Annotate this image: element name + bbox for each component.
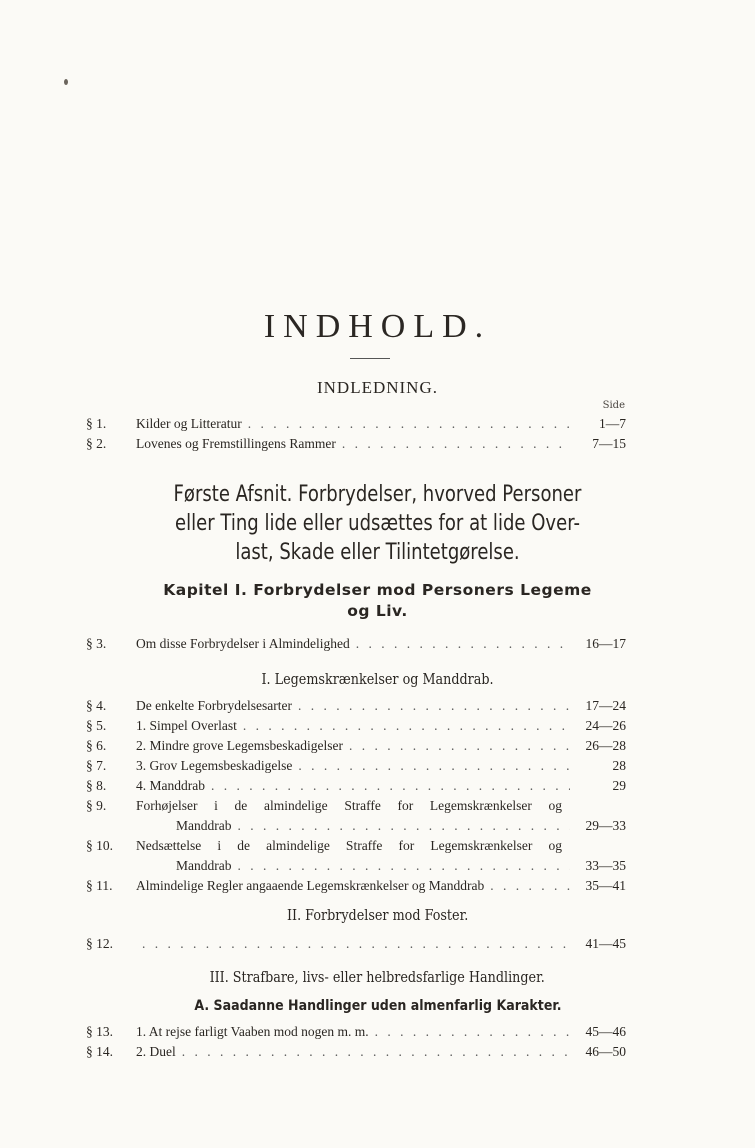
entry-title: 1. Simpel Overlast [136,718,237,733]
toc-entry [86,776,626,796]
ink-speck [64,79,68,85]
entry-title: 2. Duel [136,1044,176,1059]
section-number: § 1. [86,416,107,431]
page-range: 28 [612,758,626,773]
toc-entry [86,736,626,756]
page-range: 41—45 [585,936,626,951]
dot-leader [298,696,570,716]
toc-entry [86,756,626,776]
toc-entry [86,434,626,454]
section-number: § 5. [86,718,107,733]
toc-entry [86,696,626,716]
side-column-label: Side [602,400,625,411]
subsection-heading [0,670,755,688]
dot-leader [237,816,570,836]
entry-title: De enkelte Forbrydelsesarter [136,698,292,713]
entry-title: Om disse Forbrydelser i Almindelighed [136,636,350,651]
subsection-heading-text: I. Legemskrænkelser og Manddrab. [261,670,494,688]
subsection-heading-text: II. Forbrydelser mod Foster. [286,906,469,924]
section-number: § 4. [86,698,107,713]
subsection-subheading [0,998,755,1014]
part-title-line: last, Skade eller Tilintetgørelse. [235,540,520,565]
entry-title: Kilder og Litteratur [136,416,242,431]
subsection-subheading-text: A. Saadanne Handlinger uden almenfarlig Karakter. [193,998,562,1014]
entry-title: Manddrab [176,818,232,833]
entry-title-line: Nedsættelse i de almindelige Straffe for Legemskrænkelser og [136,838,562,853]
page-range: 26—28 [585,738,626,753]
toc-entry [86,934,626,954]
intro-heading: INDLEDNING. [316,378,438,397]
subsection-heading-text: III. Strafbare, livs- eller helbredsfarlige Handlinger. [209,968,546,986]
section-number: § 6. [86,738,107,753]
toc-entry [86,634,626,654]
toc-entry [86,1042,626,1062]
page-range: 1—7 [599,416,626,431]
section-number: § 8. [86,778,107,793]
subsection-heading [0,906,755,924]
section-number: § 2. [86,436,107,451]
entry-title: Lovenes og Fremstillingens Rammer [136,436,336,451]
page-range: 45—46 [585,1024,626,1039]
toc-entry [86,716,626,736]
part-title-line: eller Ting lide eller udsættes for at lide Over- [174,511,580,536]
page-range: 7—15 [592,436,626,451]
page-range: 46—50 [585,1044,626,1059]
page-range: 17—24 [585,698,626,713]
entry-title-line: Forhøjelser i de almindelige Straffe for Legemskrænkelser og [136,798,562,813]
toc-entry [86,1022,626,1042]
toc-entry-continued [86,816,626,836]
section-number: § 7. [86,758,107,773]
toc-entry [86,414,626,434]
page-title: INDHOLD. [263,308,492,345]
section-number: § 12. [86,936,113,951]
section-number: § 9. [86,798,107,813]
entry-title: 1. At rejse farligt Vaaben mod nogen m. m. [136,1024,369,1039]
dot-leader [490,876,570,896]
page-range: 29 [612,778,626,793]
section-number: § 10. [86,838,113,853]
dot-leader [342,434,570,454]
section-number: § 3. [86,636,107,651]
toc-entry [86,876,626,896]
dot-leader [356,634,570,654]
dot-leader [298,756,570,776]
dot-leader [248,414,570,434]
subsection-heading [0,968,755,986]
title-divider [350,358,390,359]
part-title-line: Første Afsnit. Forbrydelser, hvorved Personer [173,482,582,507]
entry-title: Manddrab [176,858,232,873]
section-number: § 13. [86,1024,113,1039]
section-number: § 14. [86,1044,113,1059]
dot-leader [375,1022,570,1042]
page-range: 16—17 [585,636,626,651]
page-range: 33—35 [585,858,626,873]
dot-leader [243,716,570,736]
dot-leader [182,1042,570,1062]
section-number: § 11. [86,878,113,893]
entry-title: 3. Grov Legemsbeskadigelse [136,758,293,773]
dot-leader [237,856,570,876]
page-range: 29—33 [585,818,626,833]
dot-leader [211,776,570,796]
entry-title: Almindelige Regler angaaende Legemskrænkelser og Manddrab [136,878,485,893]
entry-title: 2. Mindre grove Legemsbeskadigelser [136,738,343,753]
entry-title: 4. Manddrab [136,778,205,793]
page-range: 24—26 [585,718,626,733]
dot-leader [349,736,570,756]
chapter-title-line: Kapitel I. Forbrydelser mod Personers Legeme [163,581,592,599]
toc-entry-continued [86,856,626,876]
chapter-title-line: og Liv. [347,602,408,620]
page-range: 35—41 [585,878,626,893]
dot-leader [142,934,570,954]
